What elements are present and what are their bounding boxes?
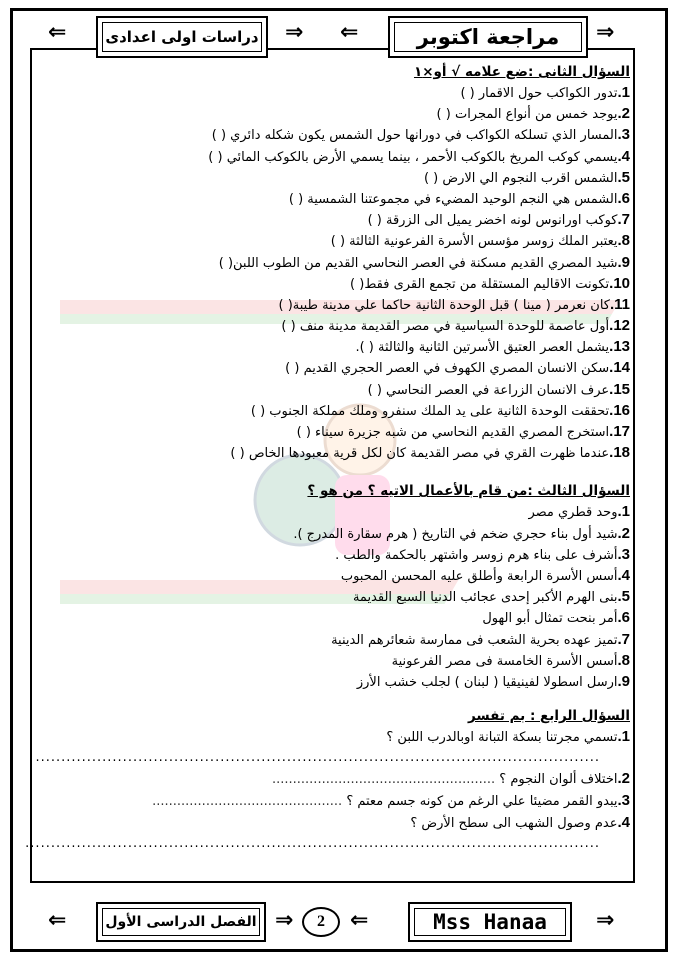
arrow-left-icon: ⇐ bbox=[48, 20, 67, 45]
question-4-title: السؤال الرابع : بم تفسر bbox=[467, 708, 630, 725]
question-item: 9.شيد المصري القديم مسكنة في العصر النحاسي القديم من الطوب اللبن( ) bbox=[218, 253, 630, 271]
question-item: 6.أمر بنحت تمثال أبو الهول bbox=[482, 609, 630, 627]
arrow-left-icon: ⇐ bbox=[340, 20, 359, 45]
header-title: مراجعة اكتوبر bbox=[416, 25, 560, 49]
answer-line[interactable]: ...................................................... bbox=[271, 772, 496, 788]
question-item: 11.كان نعرمر ( مينا ) قبل الوحدة الثانية حاكما علي مدينة طيبة( ) bbox=[278, 295, 630, 313]
worksheet-content bbox=[25, 62, 630, 854]
question-item: 1.تدور الكواكب حول الاقمار ( ) bbox=[460, 84, 630, 101]
header-subject-inner bbox=[102, 22, 262, 52]
question-2-section bbox=[40, 62, 630, 463]
arrow-left-icon: ⇐ bbox=[350, 908, 369, 933]
answer-line[interactable]: ................................................................................................................ bbox=[25, 836, 600, 852]
arrow-right-icon: ⇒ bbox=[275, 908, 294, 933]
question-item: 17.استخرج المصري القديم النحاسي من شبه جزيرة سيناء ( ) bbox=[296, 423, 630, 440]
header-title-box bbox=[388, 16, 588, 58]
question-item: 7.كوكب اورانوس لونه اخضر يميل الى الزرقة ( ) bbox=[367, 211, 630, 229]
question-item: 5.الشمس اقرب النجوم الي الارض ( ) bbox=[423, 168, 630, 186]
question-3-title: السؤال الثالث :من قام بالأعمال الاتيه ؟ من هو ؟ bbox=[307, 483, 630, 500]
answer-line[interactable]: .............................................................................................................. bbox=[35, 750, 600, 766]
question-item: 6.الشمس هي النجم الوحيد المضيء في مجموعتنا الشمسية ( ) bbox=[288, 189, 630, 207]
question-item: 13.يشمل العصر العتيق الأسرتين الثانية والثالثة ( ). bbox=[355, 338, 630, 356]
header-title-inner bbox=[394, 22, 582, 52]
question-4-section bbox=[25, 706, 630, 854]
page-number: 2 bbox=[302, 907, 340, 937]
question-item: 8.يعتبر الملك زوسر مؤسس الأسرة الفرعونية الثالثة ( ) bbox=[330, 232, 630, 250]
question-item: 7.تميز عهده بحرية الشعب فى ممارسة شعائرهم الدينية bbox=[331, 630, 630, 648]
question-item: 15.عرف الانسان الزراعة في العصر النحاسي ( ) bbox=[367, 380, 630, 398]
footer-author-box bbox=[408, 902, 572, 942]
question-item: 9.ارسل اسطولا لفينيقيا ( لبنان ) لجلب خشب الأرز bbox=[356, 672, 630, 690]
explain-item: 1.تسمي مجرتنا بسكة التبانة اوبالدرب اللبن ؟ bbox=[386, 728, 630, 746]
footer-author-inner bbox=[414, 908, 566, 936]
question-item: 16.تحققت الوحدة الثانية على يد الملك سنفرو وملك مملكة الجنوب ( ) bbox=[250, 401, 630, 419]
question-item: 2.شيد أول بناء حجري ضخم في التاريخ ( هرم سقارة المدرج ). bbox=[293, 524, 630, 542]
question-item: 4.يسمي كوكب المريخ بالكوكب الأحمر ، بينما يسمي الأرض بالكوكب المائي ( ) bbox=[208, 147, 630, 165]
question-item: 3.أشرف على بناء هرم زوسر واشتهر بالحكمة والطب . bbox=[335, 545, 630, 563]
question-item: 5.بنى الهرم الأكبر إحدى عجائب الدنيا السبع القديمة bbox=[352, 588, 630, 606]
explain-item: 4.عدم وصول الشهب الى سطح الأرض ؟ bbox=[410, 814, 630, 832]
question-item: 3.المسار الذي تسلكه الكواكب في دورانها حول الشمس يكون شكله دائري ( ) bbox=[211, 126, 630, 144]
arrow-left-icon: ⇐ bbox=[48, 908, 67, 933]
question-item: 10.تكونت الاقاليم المستقلة من تجمع القرى فقط( ) bbox=[350, 274, 630, 292]
arrow-right-icon: ⇒ bbox=[596, 20, 615, 45]
question-item: 1.وحد قطري مصر bbox=[528, 503, 630, 521]
question-item: 8.أسس الأسرة الخامسة فى مصر الفرعونية bbox=[391, 651, 630, 669]
footer-term: الفصل الدراسى الأول bbox=[105, 914, 257, 930]
header-subject: دراسات اولى اعدادى bbox=[105, 28, 259, 46]
question-item: 12.أول عاصمة للوحدة السياسية في مصر القديمة مدينة منف ( ) bbox=[281, 317, 630, 335]
answer-line[interactable]: .............................................. bbox=[152, 794, 343, 810]
question-item: 14.سكن الانسان المصري الكهوف في العصر الحجري القديم ( ) bbox=[285, 359, 630, 377]
question-2-title: السؤال الثانى :ضع علامه √ أو×١ bbox=[413, 64, 630, 80]
question-item: 2.يوجد خمس من أنواع المجرات ( ) bbox=[436, 105, 630, 123]
explain-item: 3.يبدو القمر مضيئا علي الرغم من كونه جسم معتم ؟ .............................................. bbox=[152, 792, 630, 810]
question-3-list bbox=[40, 501, 630, 692]
question-2-list bbox=[40, 82, 630, 463]
footer-term-inner bbox=[102, 908, 260, 936]
question-item: 18.عندما ظهرت القري في مصر القديمة كان لكل قرية معبودها الخاص ( ) bbox=[230, 444, 630, 462]
footer-author: Mss Hanaa bbox=[433, 910, 547, 934]
arrow-right-icon: ⇒ bbox=[285, 20, 304, 45]
footer-term-box bbox=[96, 902, 266, 942]
question-item: 4.أسس الأسرة الرابعة وأطلق عليه المحسن المحبوب bbox=[340, 566, 630, 584]
explain-item: 2.اختلاف ألوان النجوم ؟ ...................................................... bbox=[271, 770, 630, 788]
question-3-section bbox=[40, 481, 630, 692]
arrow-right-icon: ⇒ bbox=[596, 908, 615, 933]
header-subject-box bbox=[96, 16, 268, 58]
